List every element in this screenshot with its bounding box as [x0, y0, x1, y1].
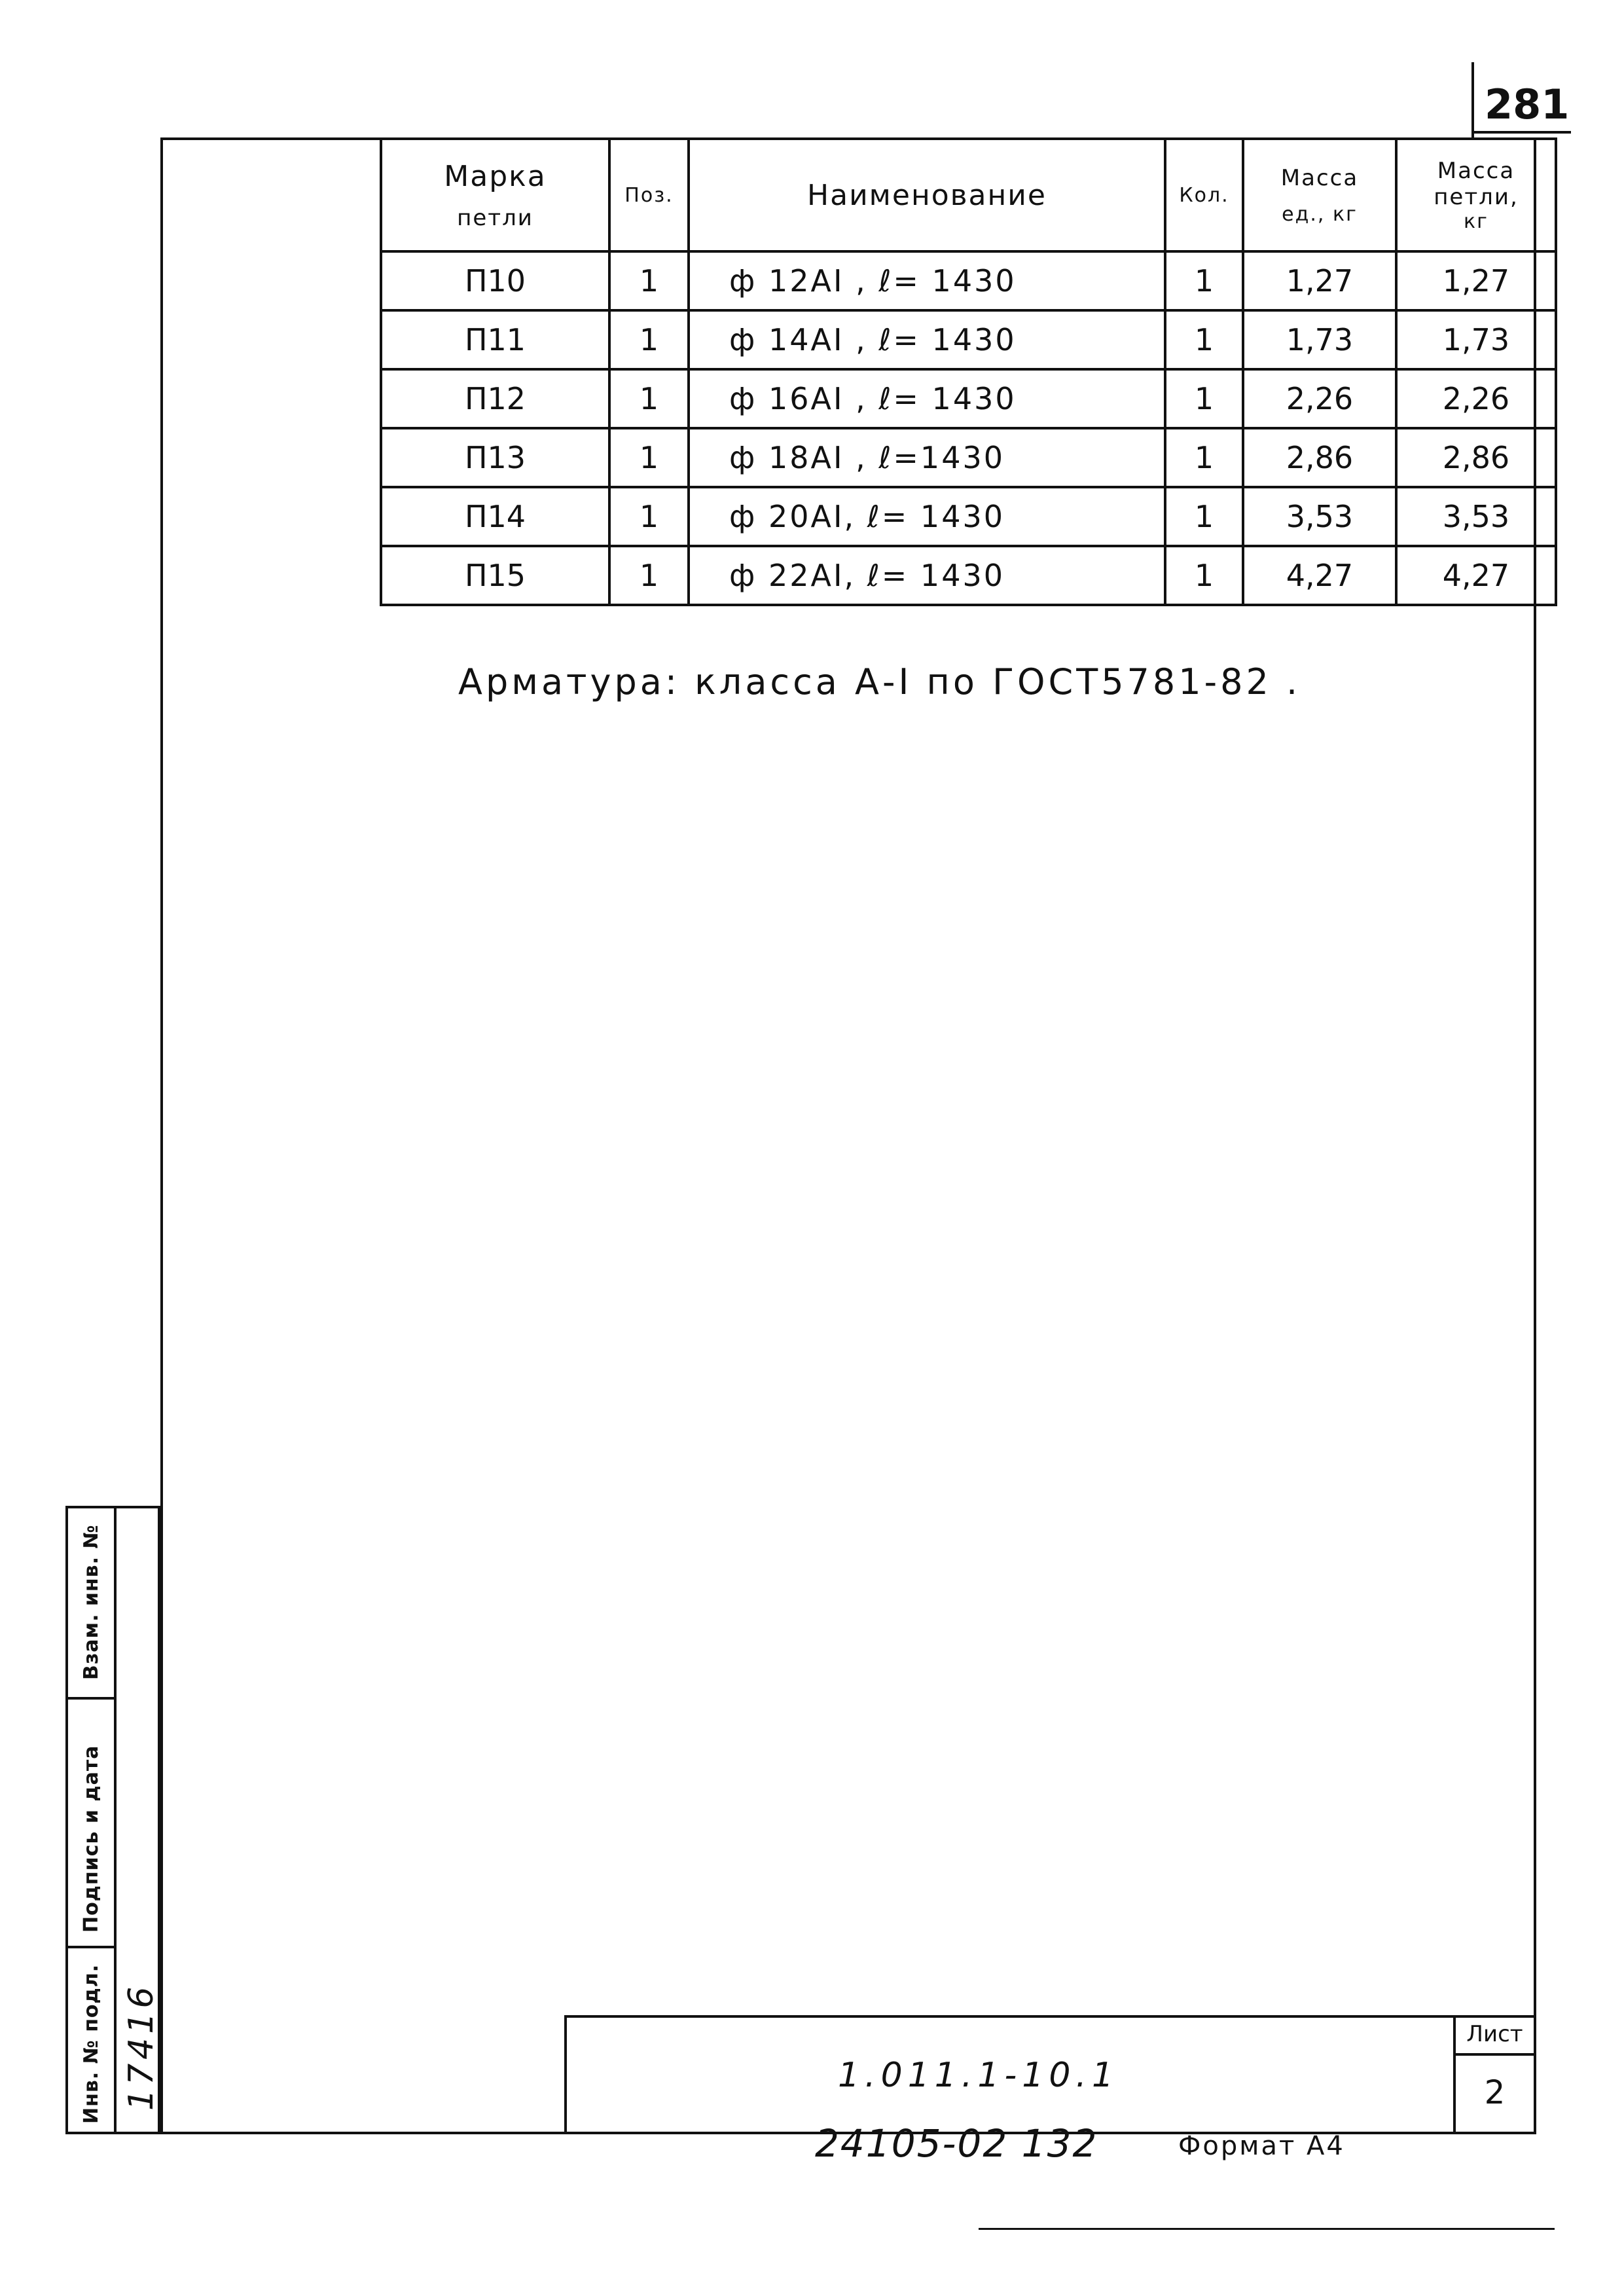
header-mass-unit: Масса ед., кг	[1243, 139, 1396, 251]
cell-mass-loop: 1,27	[1396, 251, 1556, 310]
cell-mass-unit: 2,26	[1243, 369, 1396, 428]
cell-mark: П13	[381, 428, 609, 487]
sheet-number: 2	[1484, 2073, 1506, 2111]
cell-pos: 1	[609, 251, 689, 310]
cell-pos: 1	[609, 546, 689, 605]
sheet-label: Лист	[1466, 2021, 1523, 2047]
cell-pos: 1	[609, 487, 689, 546]
cell-name: ф 12AI , ℓ= 1430	[689, 251, 1165, 310]
document-code: 1.011.1-10.1	[838, 2056, 1119, 2095]
cell-mass-unit: 1,27	[1243, 251, 1396, 310]
inv-orig-label: Инв. № подл.	[80, 1963, 103, 2124]
archive-code: 24105-02 132	[815, 2121, 1098, 2166]
cell-qty: 1	[1165, 310, 1243, 369]
cell-qty: 1	[1165, 369, 1243, 428]
table-row	[381, 251, 1556, 310]
inv-orig-value: 17416	[122, 1982, 161, 2111]
cell-qty: 1	[1165, 487, 1243, 546]
cell-name: ф 14AI , ℓ= 1430	[689, 310, 1165, 369]
cell-pos: 1	[609, 369, 689, 428]
paper-format: Формат А4	[1178, 2131, 1345, 2161]
table-header-row	[381, 139, 1556, 251]
table-row	[381, 369, 1556, 428]
cell-pos: 1	[609, 428, 689, 487]
cell-qty: 1	[1165, 251, 1243, 310]
cell-mass-unit: 3,53	[1243, 487, 1396, 546]
cell-mass-loop: 1,73	[1396, 310, 1556, 369]
side-stamp	[65, 1506, 160, 2134]
cell-qty: 1	[1165, 546, 1243, 605]
cell-mark: П10	[381, 251, 609, 310]
cell-mass-loop: 2,86	[1396, 428, 1556, 487]
cell-mass-unit: 4,27	[1243, 546, 1396, 605]
table-row	[381, 546, 1556, 605]
cell-mark: П11	[381, 310, 609, 369]
side-stamp-hline	[68, 1946, 114, 1948]
cell-mass-loop: 4,27	[1396, 546, 1556, 605]
replace-inv-label: Взам. инв. №	[80, 1524, 103, 1680]
cell-name: ф 18AI , ℓ=1430	[689, 428, 1165, 487]
cell-name: ф 16AI , ℓ= 1430	[689, 369, 1165, 428]
header-qty: Кол.	[1165, 139, 1243, 251]
table-row	[381, 310, 1556, 369]
side-stamp-hline	[68, 1697, 114, 1700]
cell-mark: П12	[381, 369, 609, 428]
table-row	[381, 487, 1556, 546]
sheet-top-number: 281	[1485, 81, 1570, 128]
cell-name: ф 22AI, ℓ= 1430	[689, 546, 1165, 605]
header-name: Наименование	[689, 139, 1165, 251]
header-mark: Марка петли	[381, 139, 609, 251]
cell-mass-loop: 2,26	[1396, 369, 1556, 428]
table-row	[381, 428, 1556, 487]
cell-pos: 1	[609, 310, 689, 369]
header-mass-loop: Масса петли, кг	[1396, 139, 1556, 251]
reinforcement-note: Арматура: класса А-I по ГОСТ5781-82 .	[458, 661, 1301, 702]
cell-mass-unit: 2,86	[1243, 428, 1396, 487]
cell-mass-loop: 3,53	[1396, 487, 1556, 546]
bottom-rule	[979, 2228, 1555, 2230]
side-stamp-vline	[114, 1508, 117, 2132]
cell-name: ф 20AI, ℓ= 1430	[689, 487, 1165, 546]
cell-qty: 1	[1165, 428, 1243, 487]
cell-mark: П14	[381, 487, 609, 546]
cell-mark: П15	[381, 546, 609, 605]
specification-table	[380, 137, 1557, 606]
sign-date-label: Подпись и дата	[80, 1745, 103, 1933]
cell-mass-unit: 1,73	[1243, 310, 1396, 369]
header-pos: Поз.	[609, 139, 689, 251]
